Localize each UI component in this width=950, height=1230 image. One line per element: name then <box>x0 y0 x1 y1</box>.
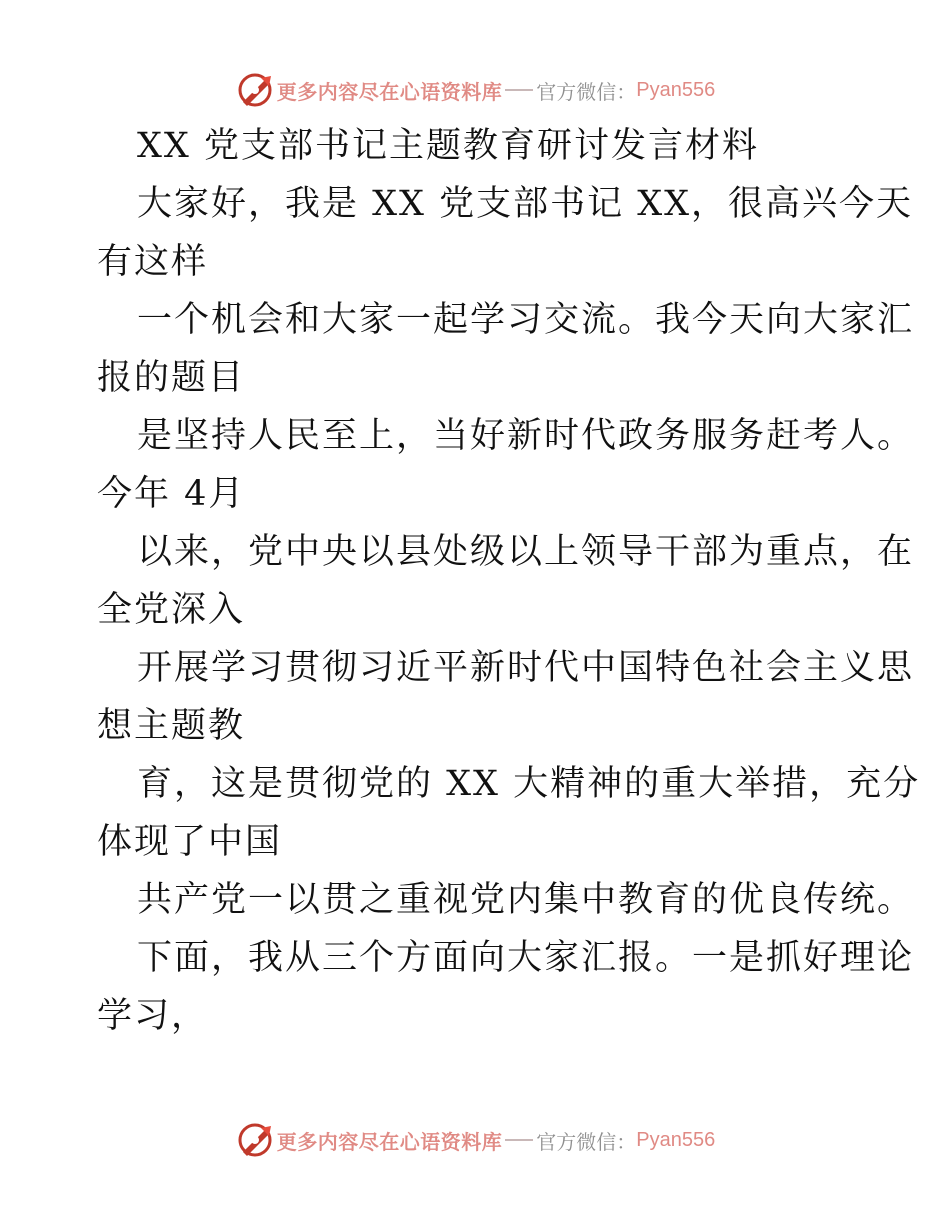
text-line: 共产党一以贯之重视党内集中教育的优良传统。 <box>137 880 915 920</box>
text-line: 一个机会和大家一起学习交流。我今天向大家汇 <box>137 300 915 340</box>
text-line: 下面，我从三个方面向大家汇报。一是抓好理论 <box>137 938 915 978</box>
header-watermark <box>0 68 950 112</box>
text-line: 大家好，我是 XX 党支部书记 XX，很高兴今天 <box>137 184 914 224</box>
watermark-sub: 官方微信： <box>536 79 637 104</box>
watermark-id: Pyan556 <box>636 1128 716 1151</box>
watermark-id: Pyan556 <box>636 78 716 101</box>
document-title: XX 党支部书记主题教育研讨发言材料 <box>137 126 759 166</box>
text-line: 育，这是贯彻党的 XX 大精神的重大举措，充分 <box>137 764 921 804</box>
text-line: 是坚持人民至上，当好新时代政务服务赶考人。 <box>137 416 915 456</box>
watermark-brand: 更多内容尽在心语资料库 <box>276 79 503 104</box>
text-line: 开展学习贯彻习近平新时代中国特色社会主义思 <box>137 648 915 688</box>
text-line: 以来，党中央以县处级以上领导干部为重点，在 <box>137 532 915 572</box>
watermark-dash <box>505 89 533 91</box>
text-line: 全党深入 <box>97 590 246 630</box>
text-line: 学习， <box>97 996 209 1036</box>
watermark-sub: 官方微信： <box>536 1129 637 1154</box>
footer-watermark <box>0 1118 950 1162</box>
brand-logo-icon <box>235 1120 275 1160</box>
text-line: 想主题教 <box>97 706 246 746</box>
text-line: 体现了中国 <box>97 822 283 862</box>
watermark-brand: 更多内容尽在心语资料库 <box>276 1129 503 1154</box>
text-line: 报的题目 <box>97 358 246 398</box>
brand-logo-icon <box>235 70 275 110</box>
watermark-dash <box>505 1139 533 1141</box>
text-line: 有这样 <box>97 242 209 282</box>
text-line: 今年 4月 <box>97 474 246 514</box>
